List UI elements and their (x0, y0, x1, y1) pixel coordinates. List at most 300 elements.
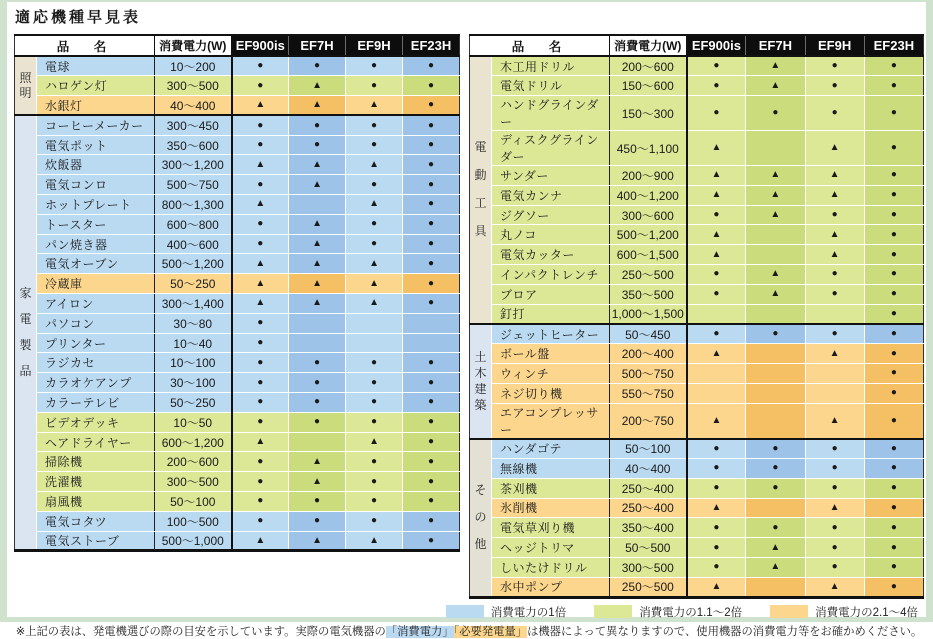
category-char: 電 (474, 140, 487, 155)
table-row (470, 439, 924, 459)
mark-triangle-cell: ▲ (687, 577, 746, 597)
mark-triangle-cell: ▲ (346, 274, 403, 294)
mark-circle-cell: ● (289, 492, 346, 512)
legend-swatch-blue (446, 605, 484, 618)
mark-triangle-cell: ▲ (289, 214, 346, 234)
legend-swatch-green (594, 605, 632, 618)
mark-circle-cell: ● (687, 478, 746, 498)
category-label (470, 325, 491, 438)
mark-empty-cell (746, 131, 805, 166)
power-cell: 200〜600 (610, 56, 687, 76)
mark-circle-cell: ● (864, 131, 923, 166)
table-row (470, 76, 924, 96)
power-cell: 300〜1,200 (155, 155, 232, 175)
power-cell: 10〜100 (155, 353, 232, 373)
mark-empty-cell (746, 304, 805, 324)
mark-triangle-cell: ▲ (746, 185, 805, 205)
mark-circle-cell: ● (232, 353, 289, 373)
mark-empty-cell (289, 313, 346, 333)
mark-circle-cell: ● (687, 538, 746, 558)
mark-triangle-cell: ▲ (805, 131, 864, 166)
power-cell: 40〜400 (155, 96, 232, 116)
mark-triangle-cell: ▲ (289, 452, 346, 472)
category-char: 木 (474, 365, 487, 380)
mark-circle-cell: ● (805, 76, 864, 96)
mark-circle-cell: ● (805, 324, 864, 344)
mark-empty-cell (403, 313, 460, 333)
power-cell: 50〜100 (610, 439, 687, 459)
mark-circle-cell: ● (289, 373, 346, 393)
mark-empty-cell (746, 403, 805, 439)
mark-circle-cell: ● (346, 214, 403, 234)
mark-triangle-cell: ▲ (746, 205, 805, 225)
product-name-cell: 電球 (37, 56, 155, 76)
mark-circle-cell: ● (687, 284, 746, 304)
mark-triangle-cell: ▲ (289, 76, 346, 96)
table-row (470, 225, 924, 245)
mark-circle-cell: ● (864, 383, 923, 403)
mark-triangle-cell: ▲ (346, 254, 403, 274)
mark-circle-cell: ● (403, 531, 460, 551)
category-label (15, 116, 36, 549)
legend-label: 消費電力の2.1〜4倍 (815, 606, 918, 619)
table-row (15, 155, 460, 175)
column-header-model-ef23h: EF23H (403, 35, 460, 56)
product-name-cell: トースター (37, 214, 155, 234)
mark-empty-cell (746, 364, 805, 384)
product-name-cell: ディスクグラインダー (492, 131, 610, 166)
table-row (15, 76, 460, 96)
power-cell: 500〜1,200 (610, 225, 687, 245)
table-row (15, 195, 460, 215)
product-name-cell: エアコンプレッサー (492, 403, 610, 439)
mark-triangle-cell: ▲ (687, 166, 746, 186)
mark-circle-cell: ● (232, 373, 289, 393)
mark-empty-cell (746, 344, 805, 364)
product-name-cell: 電気カッター (492, 245, 610, 265)
power-cell: 300〜1,400 (155, 294, 232, 314)
column-header-power: 消費電力(W) (155, 35, 232, 56)
mark-circle-cell: ● (864, 324, 923, 344)
product-name-cell: 冷蔵庫 (37, 274, 155, 294)
category-char: そ (474, 483, 487, 498)
product-name-cell: 木工用ドリル (492, 56, 610, 76)
mark-triangle-cell: ▲ (687, 403, 746, 439)
mark-triangle-cell: ▲ (805, 225, 864, 245)
mark-triangle-cell: ▲ (687, 498, 746, 518)
product-name-cell: 釘打 (492, 304, 610, 324)
product-name-cell: ブロア (492, 284, 610, 304)
mark-circle-cell: ● (746, 518, 805, 538)
column-header-model-ef900is: EF900is (687, 35, 746, 56)
mark-empty-cell (346, 313, 403, 333)
mark-empty-cell (805, 364, 864, 384)
mark-circle-cell: ● (346, 234, 403, 254)
category-cell (470, 439, 492, 597)
table-row (470, 498, 924, 518)
category-char: 製 (19, 338, 32, 353)
table-row (15, 313, 460, 333)
mark-circle-cell: ● (232, 214, 289, 234)
page-title: 適応機種早見表 (15, 9, 142, 26)
mark-triangle-cell: ▲ (746, 76, 805, 96)
mark-circle-cell: ● (232, 412, 289, 432)
mark-circle-cell: ● (687, 439, 746, 459)
mark-empty-cell (687, 364, 746, 384)
mark-triangle-cell: ▲ (346, 155, 403, 175)
power-cell: 500〜1,000 (155, 531, 232, 551)
legend-item (770, 604, 918, 620)
power-cell: 50〜250 (155, 393, 232, 413)
mark-triangle-cell: ▲ (746, 557, 805, 577)
mark-circle-cell: ● (403, 472, 460, 492)
mark-empty-cell (289, 432, 346, 452)
mark-circle-cell: ● (403, 115, 460, 135)
category-char: 工 (474, 196, 487, 211)
mark-circle-cell: ● (346, 135, 403, 155)
mark-circle-cell: ● (403, 393, 460, 413)
mark-circle-cell: ● (346, 412, 403, 432)
mark-circle-cell: ● (864, 245, 923, 265)
mark-circle-cell: ● (403, 135, 460, 155)
mark-circle-cell: ● (864, 265, 923, 285)
product-name-cell: 炊飯器 (37, 155, 155, 175)
mark-circle-cell: ● (403, 234, 460, 254)
mark-circle-cell: ● (864, 76, 923, 96)
product-name-cell: ジェットヒーター (492, 324, 610, 344)
mark-circle-cell: ● (403, 175, 460, 195)
product-name-cell: 茶刈機 (492, 478, 610, 498)
power-cell: 300〜500 (155, 472, 232, 492)
mark-circle-cell: ● (346, 353, 403, 373)
table-row (15, 274, 460, 294)
column-header-model-ef7h: EF7H (289, 35, 346, 56)
mark-empty-cell (346, 333, 403, 353)
mark-circle-cell: ● (403, 452, 460, 472)
power-cell: 100〜500 (155, 511, 232, 531)
legend-label: 消費電力の1倍 (490, 606, 567, 619)
mark-triangle-cell: ▲ (232, 96, 289, 116)
mark-circle-cell: ● (346, 373, 403, 393)
product-name-cell: 無線機 (492, 458, 610, 478)
product-name-cell: カラオケアンプ (37, 373, 155, 393)
mark-triangle-cell: ▲ (805, 166, 864, 186)
mark-circle-cell: ● (403, 373, 460, 393)
legend-item (446, 604, 566, 620)
mark-empty-cell (805, 304, 864, 324)
product-name-cell: コーヒーメーカー (37, 115, 155, 135)
mark-circle-cell: ● (687, 265, 746, 285)
product-name-cell: 氷削機 (492, 498, 610, 518)
power-cell: 30〜100 (155, 373, 232, 393)
product-name-cell: 電気コンロ (37, 175, 155, 195)
table-row (15, 135, 460, 155)
table-row (470, 304, 924, 324)
category-char: 品 (19, 364, 32, 379)
table-row (15, 393, 460, 413)
power-cell: 50〜500 (610, 538, 687, 558)
product-name-cell: 電気ドリル (492, 76, 610, 96)
category-label (470, 57, 491, 323)
table-row (470, 577, 924, 597)
mark-circle-cell: ● (864, 557, 923, 577)
mark-circle-cell: ● (864, 166, 923, 186)
mark-circle-cell: ● (289, 115, 346, 135)
product-name-cell: ハロゲン灯 (37, 76, 155, 96)
power-cell: 400〜600 (155, 234, 232, 254)
product-name-cell: 電気オーブン (37, 254, 155, 274)
product-name-cell: パン焼き器 (37, 234, 155, 254)
mark-circle-cell: ● (687, 557, 746, 577)
footnote (14, 623, 924, 639)
mark-circle-cell: ● (403, 56, 460, 76)
power-cell: 600〜800 (155, 214, 232, 234)
product-name-cell: 扇風機 (37, 492, 155, 512)
mark-triangle-cell: ▲ (232, 294, 289, 314)
mark-circle-cell: ● (346, 492, 403, 512)
mark-triangle-cell: ▲ (289, 531, 346, 551)
table-row (470, 403, 924, 439)
table-row (15, 373, 460, 393)
mark-circle-cell: ● (864, 225, 923, 245)
mark-empty-cell (746, 498, 805, 518)
mark-triangle-cell: ▲ (805, 185, 864, 205)
table-row (470, 557, 924, 577)
mark-circle-cell: ● (805, 265, 864, 285)
product-name-cell: 丸ノコ (492, 225, 610, 245)
table-row (470, 518, 924, 538)
mark-circle-cell: ● (687, 458, 746, 478)
table-row (470, 56, 924, 76)
table-row (470, 383, 924, 403)
power-cell: 300〜500 (610, 557, 687, 577)
power-cell: 350〜600 (155, 135, 232, 155)
category-char: 照 (19, 70, 32, 85)
mark-triangle-cell: ▲ (289, 294, 346, 314)
table-row (15, 353, 460, 373)
mark-circle-cell: ● (687, 56, 746, 76)
mark-circle-cell: ● (232, 56, 289, 76)
table-row (470, 478, 924, 498)
mark-circle-cell: ● (864, 185, 923, 205)
product-name-cell: アイロン (37, 294, 155, 314)
mark-circle-cell: ● (864, 403, 923, 439)
mark-triangle-cell: ▲ (805, 344, 864, 364)
table-row (15, 511, 460, 531)
power-cell: 250〜500 (610, 577, 687, 597)
power-cell: 350〜400 (610, 518, 687, 538)
mark-empty-cell (687, 383, 746, 403)
power-cell: 300〜500 (155, 76, 232, 96)
category-char: 明 (19, 85, 32, 100)
product-name-cell: サンダー (492, 166, 610, 186)
mark-triangle-cell: ▲ (346, 432, 403, 452)
product-name-cell: ヘアドライヤー (37, 432, 155, 452)
mark-triangle-cell: ▲ (687, 225, 746, 245)
product-name-cell: 水銀灯 (37, 96, 155, 116)
product-name-cell: ビデオデッキ (37, 412, 155, 432)
mark-circle-cell: ● (864, 439, 923, 459)
mark-triangle-cell: ▲ (746, 538, 805, 558)
mark-triangle-cell: ▲ (805, 577, 864, 597)
mark-circle-cell: ● (289, 56, 346, 76)
mark-circle-cell: ● (403, 274, 460, 294)
mark-circle-cell: ● (746, 458, 805, 478)
mark-circle-cell: ● (289, 135, 346, 155)
power-cell: 200〜750 (610, 403, 687, 439)
power-cell: 450〜1,100 (610, 131, 687, 166)
category-char: 家 (19, 286, 32, 301)
product-name-cell: ヘッジトリマ (492, 538, 610, 558)
power-cell: 10〜50 (155, 412, 232, 432)
power-cell: 50〜100 (155, 492, 232, 512)
mark-circle-cell: ● (232, 135, 289, 155)
mark-circle-cell: ● (864, 56, 923, 76)
product-name-cell: 電気草刈り機 (492, 518, 610, 538)
category-label (470, 440, 491, 596)
tables-container (14, 34, 924, 599)
product-name-cell: ラジカセ (37, 353, 155, 373)
power-cell: 550〜750 (610, 383, 687, 403)
mark-circle-cell: ● (403, 195, 460, 215)
footnote-highlight: 「消費電力」 (385, 625, 454, 638)
table-row (15, 452, 460, 472)
mark-circle-cell: ● (346, 472, 403, 492)
mark-circle-cell: ● (864, 284, 923, 304)
power-cell: 500〜750 (155, 175, 232, 195)
power-cell: 600〜1,200 (155, 432, 232, 452)
power-cell: 1,000〜1,500 (610, 304, 687, 324)
mark-circle-cell: ● (805, 56, 864, 76)
table-row (15, 492, 460, 512)
category-char: の (474, 510, 487, 525)
mark-triangle-cell: ▲ (289, 96, 346, 116)
product-name-cell: ウィンチ (492, 364, 610, 384)
mark-triangle-cell: ▲ (346, 294, 403, 314)
mark-circle-cell: ● (232, 511, 289, 531)
mark-circle-cell: ● (232, 472, 289, 492)
table-row (15, 294, 460, 314)
mark-circle-cell: ● (346, 56, 403, 76)
mark-triangle-cell: ▲ (232, 531, 289, 551)
mark-circle-cell: ● (864, 96, 923, 131)
mark-circle-cell: ● (232, 76, 289, 96)
power-cell: 200〜400 (610, 344, 687, 364)
table-row (15, 234, 460, 254)
mark-triangle-cell: ▲ (232, 274, 289, 294)
table-row (15, 175, 460, 195)
mark-triangle-cell: ▲ (232, 195, 289, 215)
mark-circle-cell: ● (805, 538, 864, 558)
mark-circle-cell: ● (864, 498, 923, 518)
legend-swatch-orange (770, 605, 808, 618)
table-row (470, 284, 924, 304)
mark-circle-cell: ● (403, 214, 460, 234)
product-name-cell: パソコン (37, 313, 155, 333)
column-header-model-ef23h: EF23H (864, 35, 923, 56)
table-row (470, 131, 924, 166)
right-table (469, 34, 924, 599)
mark-circle-cell: ● (289, 412, 346, 432)
mark-triangle-cell: ▲ (746, 166, 805, 186)
product-name-cell: ホットプレート (37, 195, 155, 215)
column-header-model-ef9h: EF9H (805, 35, 864, 56)
product-name-cell: インパクトレンチ (492, 265, 610, 285)
mark-triangle-cell: ▲ (687, 131, 746, 166)
table-row (470, 458, 924, 478)
table-row (470, 265, 924, 285)
power-cell: 300〜450 (155, 115, 232, 135)
table-row (15, 56, 460, 76)
mark-circle-cell: ● (746, 478, 805, 498)
mark-circle-cell: ● (805, 518, 864, 538)
mark-circle-cell: ● (864, 518, 923, 538)
footnote-text: ※上記の表は、発電機選びの際の目安を示しています。実際の電気機器の (15, 625, 386, 638)
mark-empty-cell (746, 245, 805, 265)
mark-circle-cell: ● (403, 511, 460, 531)
category-cell (15, 56, 37, 115)
table-row (470, 185, 924, 205)
legend-item (594, 604, 742, 620)
mark-circle-cell: ● (805, 205, 864, 225)
mark-circle-cell: ● (805, 557, 864, 577)
mark-circle-cell: ● (346, 76, 403, 96)
power-cell: 10〜200 (155, 56, 232, 76)
power-cell: 40〜400 (610, 458, 687, 478)
table-row (15, 214, 460, 234)
mark-circle-cell: ● (403, 492, 460, 512)
mark-triangle-cell: ▲ (805, 245, 864, 265)
power-cell: 600〜1,500 (610, 245, 687, 265)
mark-triangle-cell: ▲ (805, 403, 864, 439)
product-name-cell: ハンダゴテ (492, 439, 610, 459)
mark-triangle-cell: ▲ (687, 245, 746, 265)
mark-empty-cell (289, 195, 346, 215)
mark-circle-cell: ● (403, 412, 460, 432)
footnote-highlight: 「必要発電量」 (453, 625, 528, 638)
mark-circle-cell: ● (805, 284, 864, 304)
mark-empty-cell (289, 333, 346, 353)
product-name-cell: ボール盤 (492, 344, 610, 364)
power-cell: 250〜500 (610, 265, 687, 285)
table-row (470, 364, 924, 384)
mark-triangle-cell: ▲ (346, 531, 403, 551)
mark-circle-cell: ● (289, 511, 346, 531)
product-name-cell: しいたけドリル (492, 557, 610, 577)
product-name-cell: プリンター (37, 333, 155, 353)
mark-circle-cell: ● (746, 324, 805, 344)
product-name-cell: 洗濯機 (37, 472, 155, 492)
category-char: 築 (474, 397, 487, 412)
mark-triangle-cell: ▲ (232, 155, 289, 175)
mark-circle-cell: ● (232, 452, 289, 472)
mark-triangle-cell: ▲ (687, 185, 746, 205)
mark-circle-cell: ● (346, 115, 403, 135)
mark-triangle-cell: ▲ (289, 234, 346, 254)
category-char: 建 (474, 381, 487, 396)
product-name-cell: 電気ポット (37, 135, 155, 155)
legend-label: 消費電力の1.1〜2倍 (639, 606, 743, 619)
mark-triangle-cell: ▲ (746, 284, 805, 304)
mark-circle-cell: ● (232, 313, 289, 333)
mark-circle-cell: ● (403, 353, 460, 373)
mark-circle-cell: ● (864, 458, 923, 478)
power-cell: 150〜600 (610, 76, 687, 96)
mark-triangle-cell: ▲ (289, 254, 346, 274)
table-row (470, 245, 924, 265)
table-row (15, 472, 460, 492)
mark-circle-cell: ● (805, 478, 864, 498)
